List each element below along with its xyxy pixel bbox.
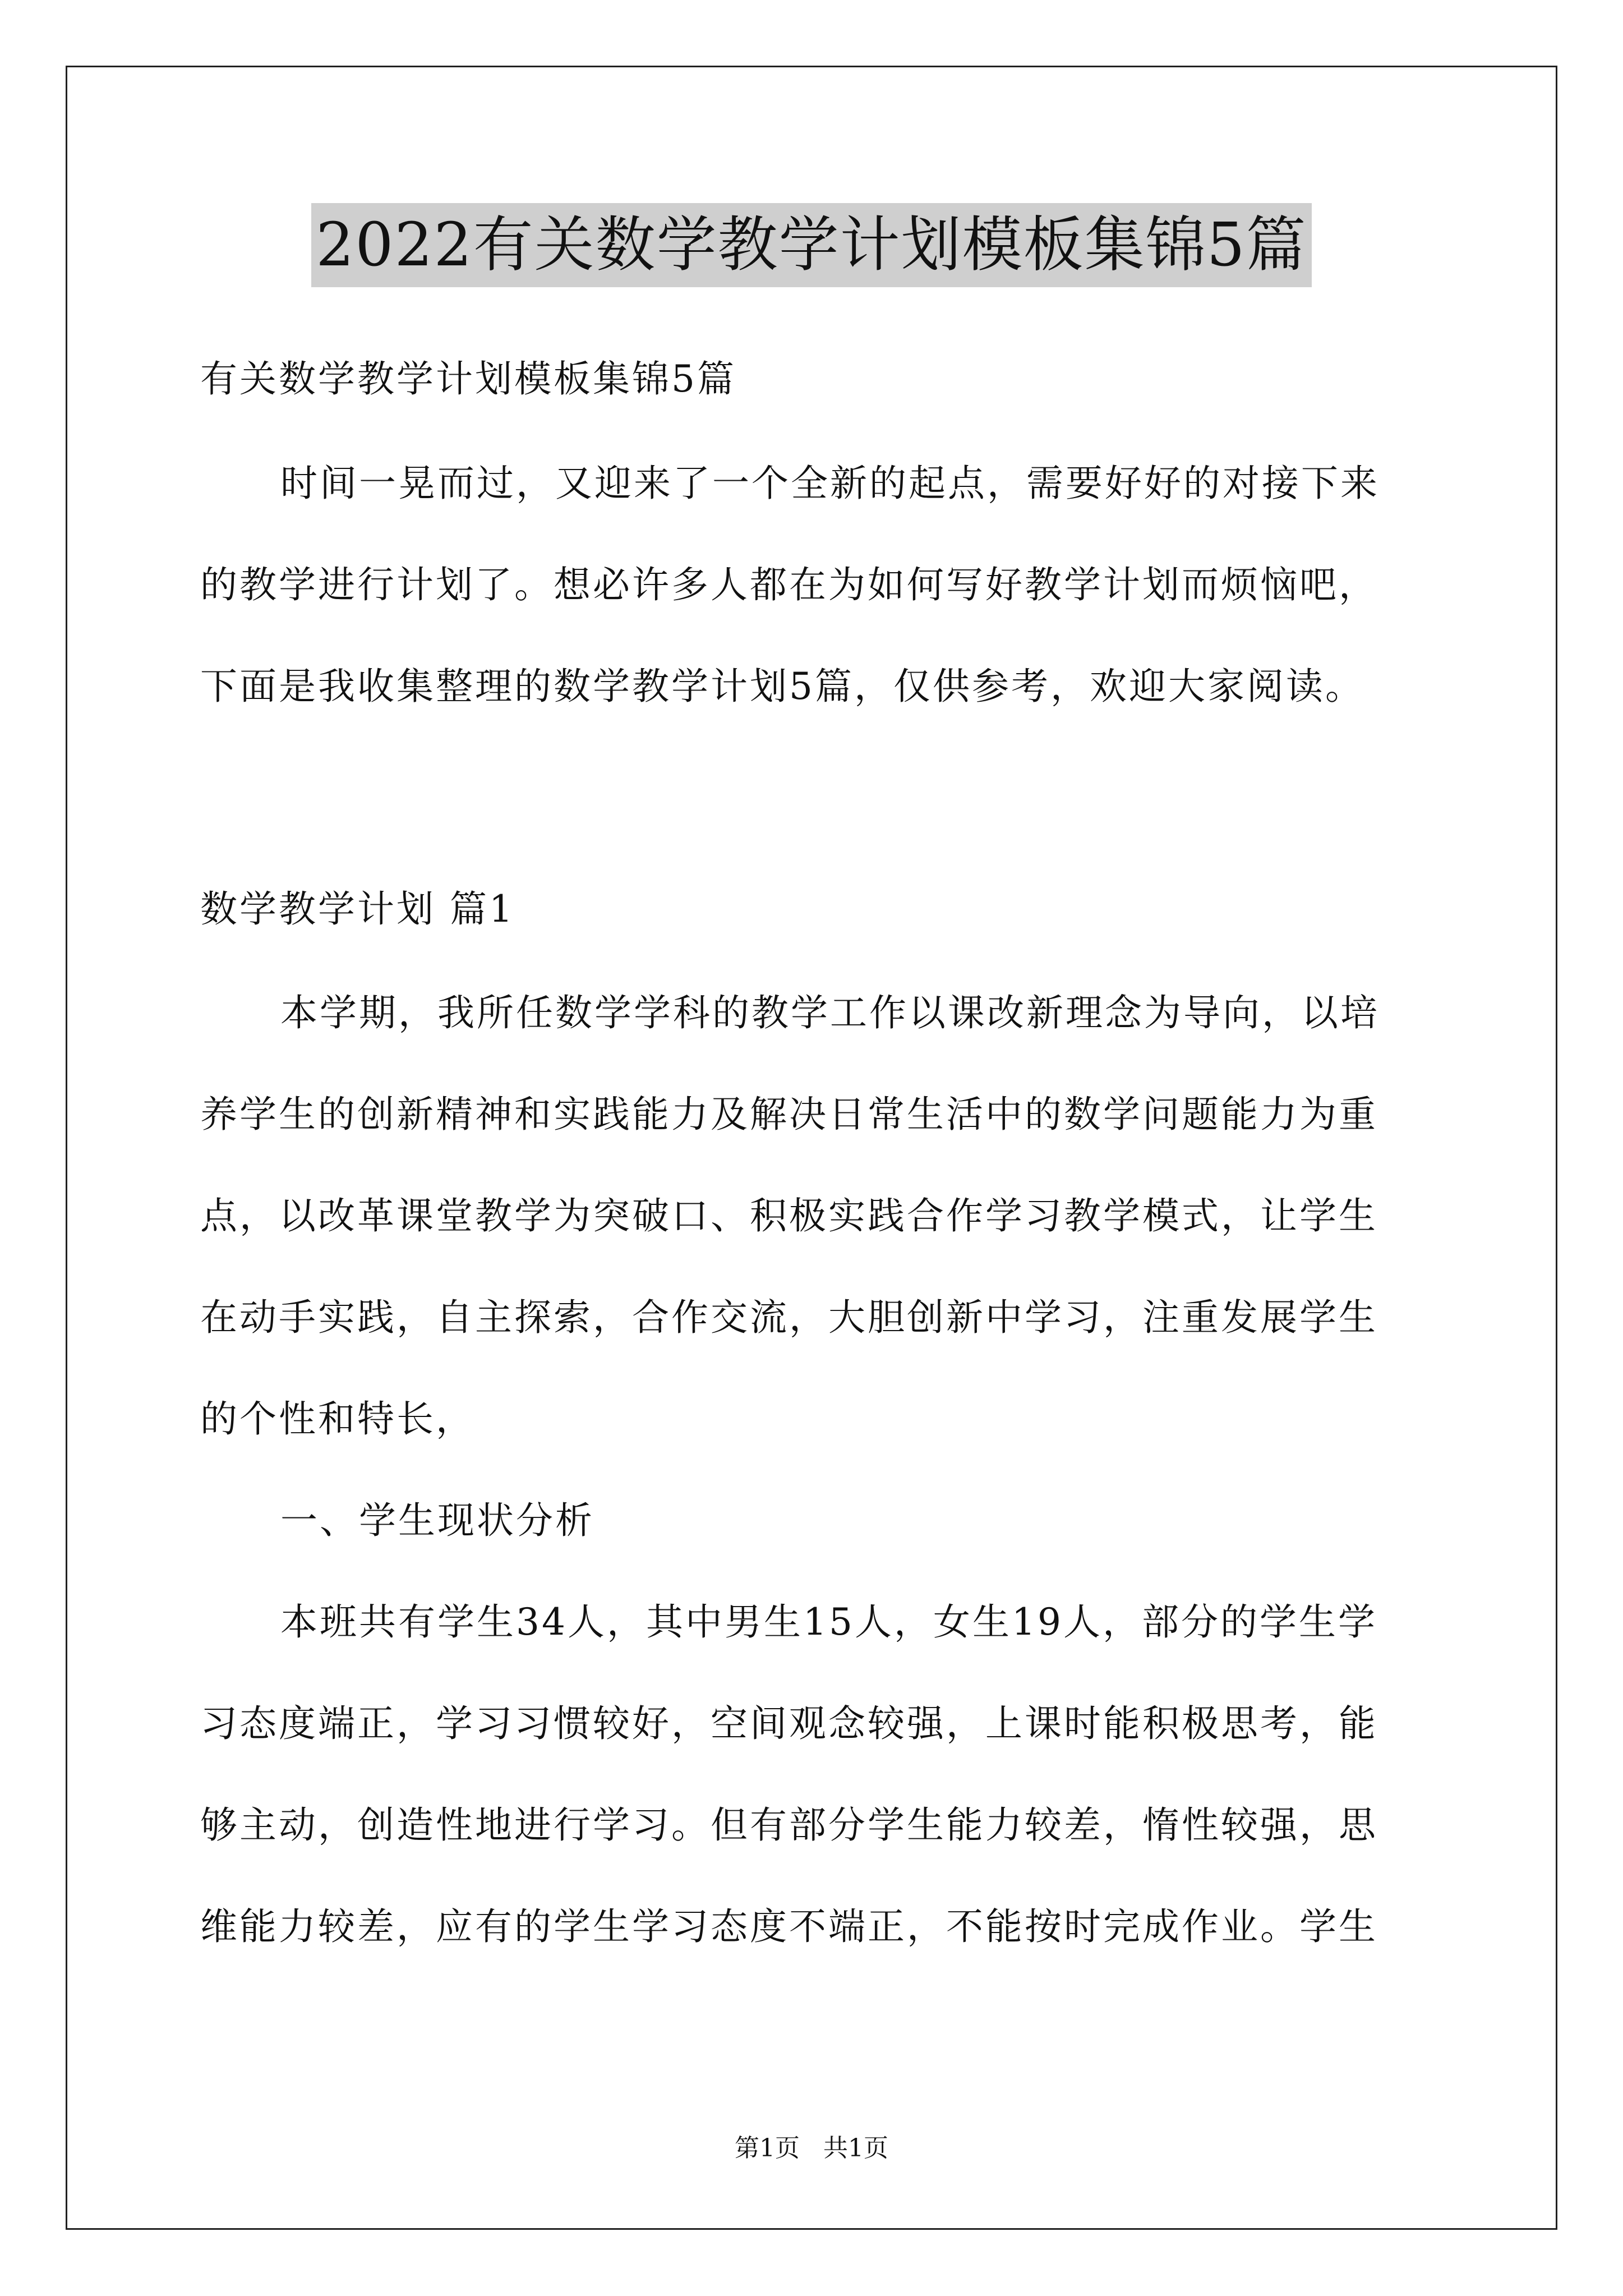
page-footer: [0, 2133, 1623, 2164]
title-container: [0, 203, 1623, 287]
document-title: 2022有关数学教学计划模板集锦5篇: [311, 203, 1311, 287]
para1-line-1: 本学期，我所任数学学科的教学工作以课改新理念为导向，以培: [280, 991, 1380, 1034]
para2-line-2: 习态度端正，学习习惯较好，空间观念较强，上课时能积极思考，能: [200, 1702, 1378, 1745]
para2-line-3: 够主动，创造性地进行学习。但有部分学生能力较差，惰性较强，思: [200, 1803, 1378, 1847]
subheading-student-analysis: 一、学生现状分析: [280, 1499, 594, 1542]
para2-line-4: 维能力较差，应有的学生学习态度不端正，不能按时完成作业。学生: [200, 1905, 1378, 1948]
para1-line-4: 在动手实践，自主探索，合作交流，大胆创新中学习，注重发展学生: [200, 1296, 1378, 1339]
para1-line-2: 养学生的创新精神和实践能力及解决日常生活中的数学问题能力为重: [200, 1093, 1378, 1136]
page-total: 共1页: [823, 2134, 888, 2162]
section-heading: 数学教学计划 篇1: [200, 887, 515, 931]
intro-line-1: 时间一晃而过，又迎来了一个全新的起点，需要好好的对接下来: [280, 462, 1380, 505]
intro-line-3: 下面是我收集整理的数学教学计划5篇，仅供参考，欢迎大家阅读。: [200, 665, 1364, 708]
document-subtitle: 有关数学教学计划模板集锦5篇: [200, 357, 736, 401]
para1-line-5: 的个性和特长，: [200, 1397, 475, 1441]
para1-line-3: 点，以改革课堂教学为突破口、积极实践合作学习教学模式，让学生: [200, 1194, 1378, 1237]
intro-line-2: 的教学进行计划了。想必许多人都在为如何写好教学计划而烦恼吧，: [200, 563, 1378, 606]
page-number: 第1页: [735, 2134, 800, 2162]
para2-line-1: 本班共有学生34人，其中男生15人，女生19人，部分的学生学: [280, 1600, 1377, 1644]
